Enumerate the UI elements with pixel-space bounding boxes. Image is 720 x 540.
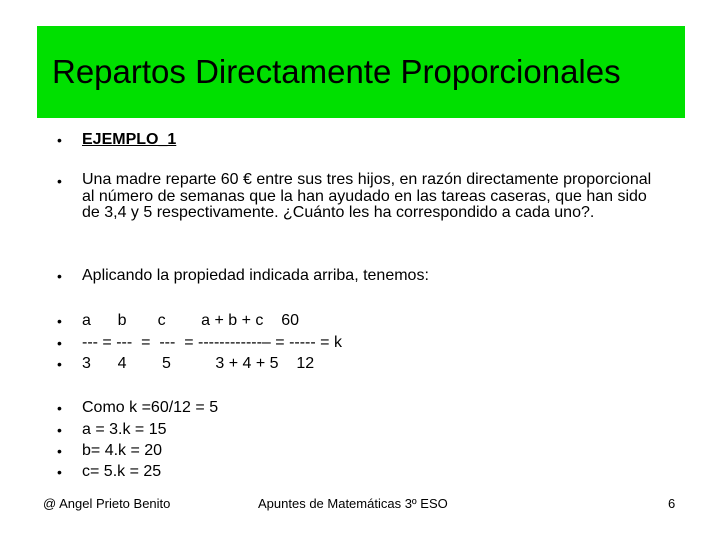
intro-text: Aplicando la propiedad indicada arriba, tenemos: bbox=[82, 267, 429, 284]
footer-course: Apuntes de Matemáticas 3º ESO bbox=[258, 496, 448, 511]
solution-line: c= 5.k = 25 bbox=[82, 463, 162, 480]
example-label: EJEMPLO_1 bbox=[82, 131, 177, 148]
bullet: • bbox=[57, 132, 62, 148]
formula-fraction-bars: --- = --- = --- = ------------– = ----- = k bbox=[82, 334, 342, 351]
bullet: • bbox=[57, 313, 62, 329]
bullet: • bbox=[57, 173, 62, 189]
bullet: • bbox=[57, 268, 62, 284]
bullet: • bbox=[57, 422, 62, 438]
slide-title: Repartos Directamente Proporcionales bbox=[52, 53, 621, 90]
page-number: 6 bbox=[668, 496, 676, 511]
problem-statement: Una madre reparte 60 € entre sus tres hijos, en razón directamente proporcional al número de semanas que la han ayudado en las tareas caseras, que han sido de 3,4 y 5 respectivamente. ¿Cuánto les ha correspondido a cada uno?. bbox=[82, 171, 652, 221]
bullet: • bbox=[57, 443, 62, 459]
bullet: • bbox=[57, 400, 62, 416]
formula-numerators: a b c a + b + c 60 bbox=[82, 312, 299, 329]
bullet: • bbox=[57, 356, 62, 372]
solution-line: a = 3.k = 15 bbox=[82, 421, 167, 438]
bullet: • bbox=[57, 335, 62, 351]
solution-line: b= 4.k = 20 bbox=[82, 442, 163, 459]
bullet: • bbox=[57, 464, 62, 480]
solution-line: Como k =60/12 = 5 bbox=[82, 399, 219, 416]
footer-author: @ Angel Prieto Benito bbox=[43, 496, 171, 511]
formula-denominators: 3 4 5 3 + 4 + 5 12 bbox=[82, 355, 315, 372]
